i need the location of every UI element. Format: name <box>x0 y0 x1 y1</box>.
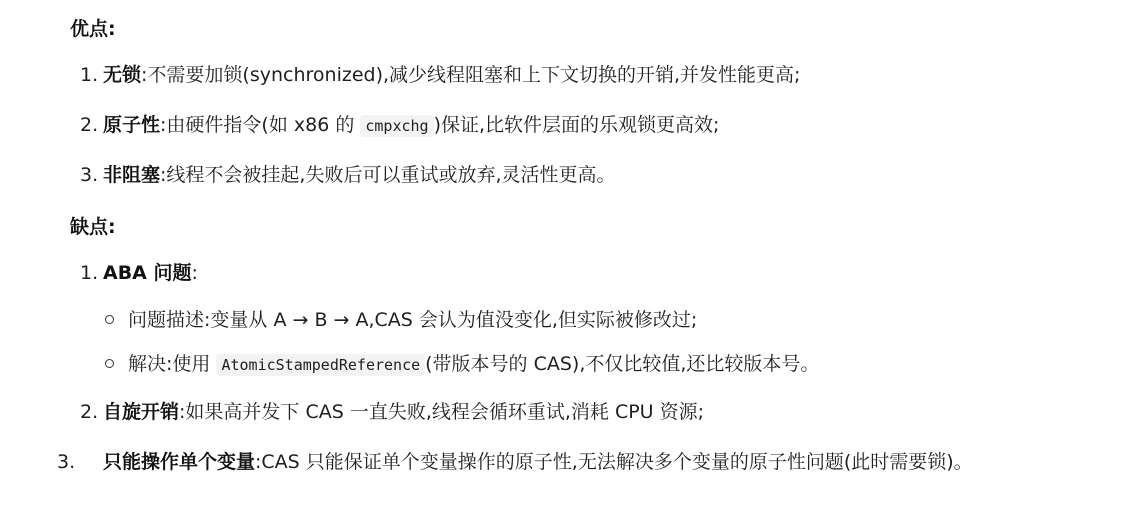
list-number: 3. <box>57 451 76 473</box>
aba-subitem-text-tail: (带版本号的 CAS),不仅比较值,还比较版本号。 <box>425 353 820 375</box>
aba-subitem-text: 问题描述:变量从 A → B → A,CAS 会认为值没变化,但实际被修改过; <box>128 309 698 331</box>
cons-item-text: : <box>191 262 198 284</box>
list-number: 1. <box>80 64 99 86</box>
term-spin-overhead: 自旋开销 <box>103 401 180 423</box>
inline-code-atomicstampedreference: AtomicStampedReference <box>216 354 425 376</box>
cons-item-spin-overhead <box>80 394 1110 430</box>
pros-item-atomicity <box>80 107 1110 144</box>
term-single-variable: 只能操作单个变量 <box>103 451 256 473</box>
aba-subitem-solution <box>105 346 1110 383</box>
inline-code-cmpxchg: cmpxchg <box>360 115 433 137</box>
pros-item-text-tail: )保证,比软件层面的乐观锁更高效; <box>433 114 720 136</box>
pros-heading: 优点: <box>70 18 116 40</box>
list-number: 2. <box>80 114 99 136</box>
term-atomicity: 原子性 <box>103 114 161 136</box>
pros-item-non-blocking <box>80 157 1110 193</box>
pros-item-text: :不需要加锁(synchronized),减少线程阻塞和上下文切换的开销,并发性能更高; <box>141 64 801 86</box>
aba-subitem-text: 解决:使用 <box>128 353 217 375</box>
hollow-bullet-icon <box>105 315 114 324</box>
list-number: 1. <box>80 262 99 284</box>
pros-item-lock-free <box>80 57 1110 93</box>
term-non-blocking: 非阻塞 <box>103 164 161 186</box>
cons-item-text: :如果高并发下 CAS 一直失败,线程会循环重试,消耗 CPU 资源; <box>179 401 705 423</box>
term-lock-free: 无锁 <box>103 64 142 86</box>
pros-item-text: :由硬件指令(如 x86 的 <box>160 114 361 136</box>
list-number: 2. <box>80 401 99 423</box>
cons-item-single-variable <box>57 444 1110 480</box>
term-aba: ABA 问题 <box>103 262 192 284</box>
list-number: 3. <box>80 164 99 186</box>
pros-item-text: :线程不会被挂起,失败后可以重试或放弃,灵活性更高。 <box>160 164 616 186</box>
cons-heading: 缺点: <box>70 216 116 238</box>
aba-subitem-description <box>105 302 1110 338</box>
cons-item-text: :CAS 只能保证单个变量操作的原子性,无法解决多个变量的原子性问题(此时需要锁)。 <box>255 451 973 473</box>
cons-item-aba <box>80 255 1110 291</box>
hollow-bullet-icon <box>105 359 114 368</box>
